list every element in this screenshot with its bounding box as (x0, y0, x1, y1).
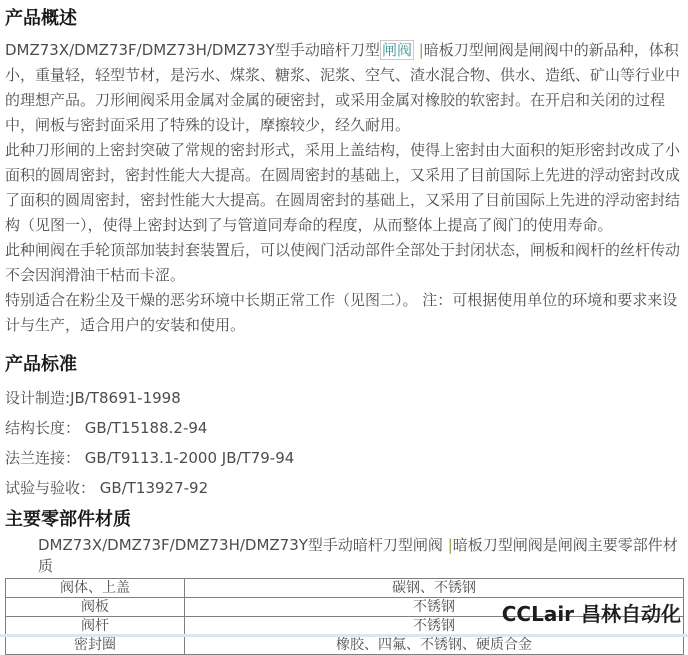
table-row (6, 636, 684, 655)
materials-section-heading: 主要零部件材质 (5, 509, 131, 530)
standard-line-flange (5, 443, 683, 473)
overview-paragraph-3: 此种闸阀在手轮顶部加装封套装置后，可以使阀门活动部件全部处于封闭状态，闸板和阀杆的丝杆传动不会因润滑油干枯而卡涩。 (5, 241, 681, 284)
standard-line-design (5, 383, 683, 413)
material-cell: 碳钢、不锈钢 (185, 579, 684, 598)
standard-label: 试验与验收 (5, 479, 81, 497)
standards-section-heading: 产品标准 (5, 354, 77, 375)
separator-bar: | (418, 41, 424, 59)
part-name-cell: 阀杆 (6, 617, 185, 636)
table-row (6, 579, 684, 598)
part-name-cell: 密封圈 (6, 636, 185, 655)
standard-value: GB/T13927-92 (99, 479, 209, 497)
standard-colon: ： (65, 449, 85, 467)
standard-label: 结构长度 (5, 419, 66, 437)
standard-colon: ： (65, 419, 85, 437)
paragraph-text: 暗板刀型闸阀是闸阀中的新品种，体积小，重量轻，轻型节材，是污水、煤浆、糖浆、泥浆、空气、渣水混合物、供水、造纸、矿山等行业中的理想产品。刀形闸阀采用金属对金属的硬密封，或采用金属对橡胶的软密封。在开启和关闭的过程中，闸板与密封面采用了特殊的设计，摩擦较少，经久耐用。 (5, 41, 681, 134)
standard-colon: : (65, 389, 71, 407)
part-name-cell: 阀体、上盖 (6, 579, 185, 598)
part-name-cell: 阀板 (6, 598, 185, 617)
material-cell: 不锈钢 (185, 598, 684, 617)
overview-section-heading: 产品概述 (5, 8, 77, 29)
overview-paragraph-2: 此种刀形闸的上密封突破了常规的密封形式，采用上盖结构，使得上密封由大面积的矩形密封改成了小面积的圆周密封，密封性能大大提高。在圆周密封的基础上，又采用了目前国际上先进的浮动密封改成了面积的圆周密封，密封性能大大提高。在圆周密封的基础上，又采用了目前国际上先进的浮动密封结构（见图一），使得上密封达到了与管道同寿命的程度，从而整体上提高了阀门的使用寿命。 (5, 141, 681, 234)
caption-text: 暗板刀型闸阀是闸阀主要零部件材质 (38, 536, 678, 575)
standard-label: 法兰连接 (5, 449, 66, 467)
paragraph-text: DMZ73X/DMZ73F/DMZ73H/DMZ73Y型手动暗杆刀型 (5, 41, 380, 59)
gate-valve-keyword-link[interactable]: 闸阀 (381, 41, 412, 59)
standard-value: GB/T9113.1-2000 JB/T79-94 (84, 449, 295, 467)
caption-text: DMZ73X/DMZ73F/DMZ73H/DMZ73Y型手动暗杆刀型闸阀 (38, 536, 448, 554)
separator-bar: | (447, 536, 453, 554)
material-cell: 不锈钢 (185, 617, 684, 636)
standard-line-length (5, 413, 683, 443)
standard-value: JB/T8691-1998 (70, 389, 181, 407)
standard-line-test (5, 473, 683, 503)
standards-section (5, 354, 683, 503)
overview-paragraph-1 (5, 38, 683, 138)
overview-paragraph-4: 特别适合在粉尘及干燥的恶劣环境中长期正常工作（见图二）。 注：可根据使用单位的环境和要求来设计与生产，适合用户的安装和使用。 (5, 291, 678, 334)
standard-value: GB/T15188.2-94 (84, 419, 208, 437)
standard-colon: ： (80, 479, 100, 497)
site-watermark: CCLair 昌林自动化 (501, 602, 681, 626)
materials-table-caption (5, 535, 683, 577)
standard-label: 设计制造 (5, 389, 66, 407)
material-cell: 橡胶、四氟、不锈钢、硬质合金 (185, 636, 684, 655)
